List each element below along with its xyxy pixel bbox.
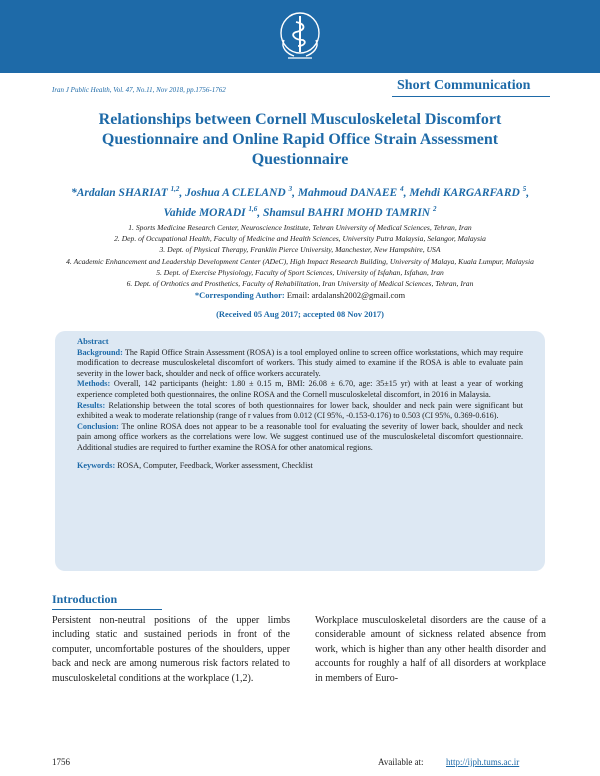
abstract-methods: Methods: Overall, 142 participants (height: 1.80 ± 0.15 m, BMI: 26.08 ± 6.70, age: 35±15 yr) with at least a year of working experience completed both questionnaires, the online ROSA and the Cornell musculoskeletal discomfort, in 2016 in Malaysia. [77, 379, 523, 399]
abstract-conclusion: Conclusion: The online ROSA does not appear to be a reasonable tool for evaluating the severity of lower back, shoulder and neck pain among office workers as the correlations were low. We suggest continued use of the musculoskeletal discomfort questionnaire. Additional studies are required to further examine the ROSA for other anatomical regions. [77, 421, 523, 452]
author: Vahide MORADI $^{1,6}$, [163, 204, 263, 219]
received-dates: (Received 05 Aug 2017; accepted 08 Nov 2017) [216, 309, 384, 319]
journal-url-link[interactable]: http://ijph.tums.ac.ir [446, 757, 520, 767]
corresponding-email[interactable]: Email: ardalansh2002@gmail.com [286, 290, 406, 300]
affiliation: 1. Sports Medicine Research Center, Neuroscience Institute, Tehran University of Medical Sciences, Tehran, Iran [128, 223, 472, 232]
introduction-rule [52, 609, 162, 610]
affiliation: 3. Dept. of Physical Therapy, Franklin Pierce University, Manchester, New Hampshire, USA [159, 245, 441, 255]
author: Joshua A CLELAND $^3$, [185, 185, 298, 199]
introduction-heading: Introduction [52, 592, 118, 606]
who-emblem-icon [276, 6, 324, 64]
article-type: Short Communication [397, 78, 531, 93]
journal-reference: Iran J Public Health, Vol. 47, No.11, Nov 2018, pp.1756-1762 [52, 86, 226, 94]
header-banner [0, 0, 600, 73]
available-label: Available at: [378, 757, 424, 767]
corresponding-label: *Corresponding Author: [194, 290, 285, 300]
article-type-rule [392, 96, 550, 97]
abstract-keywords: Keywords: ROSA, Computer, Feedback, Worker assessment, Checklist [77, 460, 313, 470]
abstract-results: Results: Relationship between the total scores of both questionnaires for lower back, shoulder and neck pain were significant but exhibited a weak to moderate relationship (range of r values from 0.012 (CI 95%, -0.153-0.176) to 0.503 (CI 95%, 0.369-0.616). [77, 400, 524, 421]
affiliation-list [52, 222, 548, 289]
paper-title: Relationships between Cornell Musculoskeletal Discomfort Questionnaire and Online Rapid Office Strain Assessment Questionnaire [98, 111, 502, 168]
abstract-heading: Abstract [77, 336, 109, 346]
affiliation: 2. Dep. of Occupational Health, Faculty of Medicine and Health Sciences, University Putra Malaysia, Selangor, Malaysia [114, 234, 486, 244]
author: *Ardalan SHARIAT $^{1,2}$, [70, 185, 186, 199]
author: Shamsul BAHRI MOHD TAMRIN $^2$ [262, 204, 437, 219]
corresponding-author [60, 290, 540, 300]
page-number: 1756 [52, 757, 70, 767]
author: Mahmoud DANAEE $^4$, [297, 185, 410, 199]
body-column-left: Persistent non-neutral positions of the upper limbs including static and sustained periods in front of the computer, uncomfortable postures of the shoulders, upper back and neck are among numerous risk factors related to musculoskeletal conditions at the workplace (1,2). [52, 615, 290, 684]
affiliation: 5. Dept. of Exercise Physiology, Faculty of Sport Sciences, University of Isfahan, Isfahan, Iran [156, 267, 444, 277]
author-list [60, 181, 540, 221]
abstract-box [55, 331, 545, 571]
body-column-right: Workplace musculoskeletal disorders are the cause of a considerable amount of sickness related absence from work, which is higher than any other health disorder and accounts for roughly a half of all disorders at workplace in members of Euro- [315, 615, 546, 684]
affiliation: 6. Dept. of Orthotics and Prosthetics, Faculty of Rehabilitation, Iran University of Medical Sciences, Tehran, Iran [126, 279, 474, 289]
affiliation: 4. Academic Enhancement and Leadership Development Center (ADeC), High Impact Research Building, University of Malaya, Kuala Lumpur, Malaysia [66, 256, 534, 266]
author: Mehdi KARGARFARD $^5$, [409, 185, 530, 199]
abstract-background: Background: The Rapid Office Strain Assessment (ROSA) is a tool employed online to screen office workstations, which may require modification to decrease musculoskeletal discomfort of workers. This study aimed to examine if the ROSA is able to evaluate pain severity in the lower back, shoulder and neck of office workers accurately. [77, 347, 523, 378]
